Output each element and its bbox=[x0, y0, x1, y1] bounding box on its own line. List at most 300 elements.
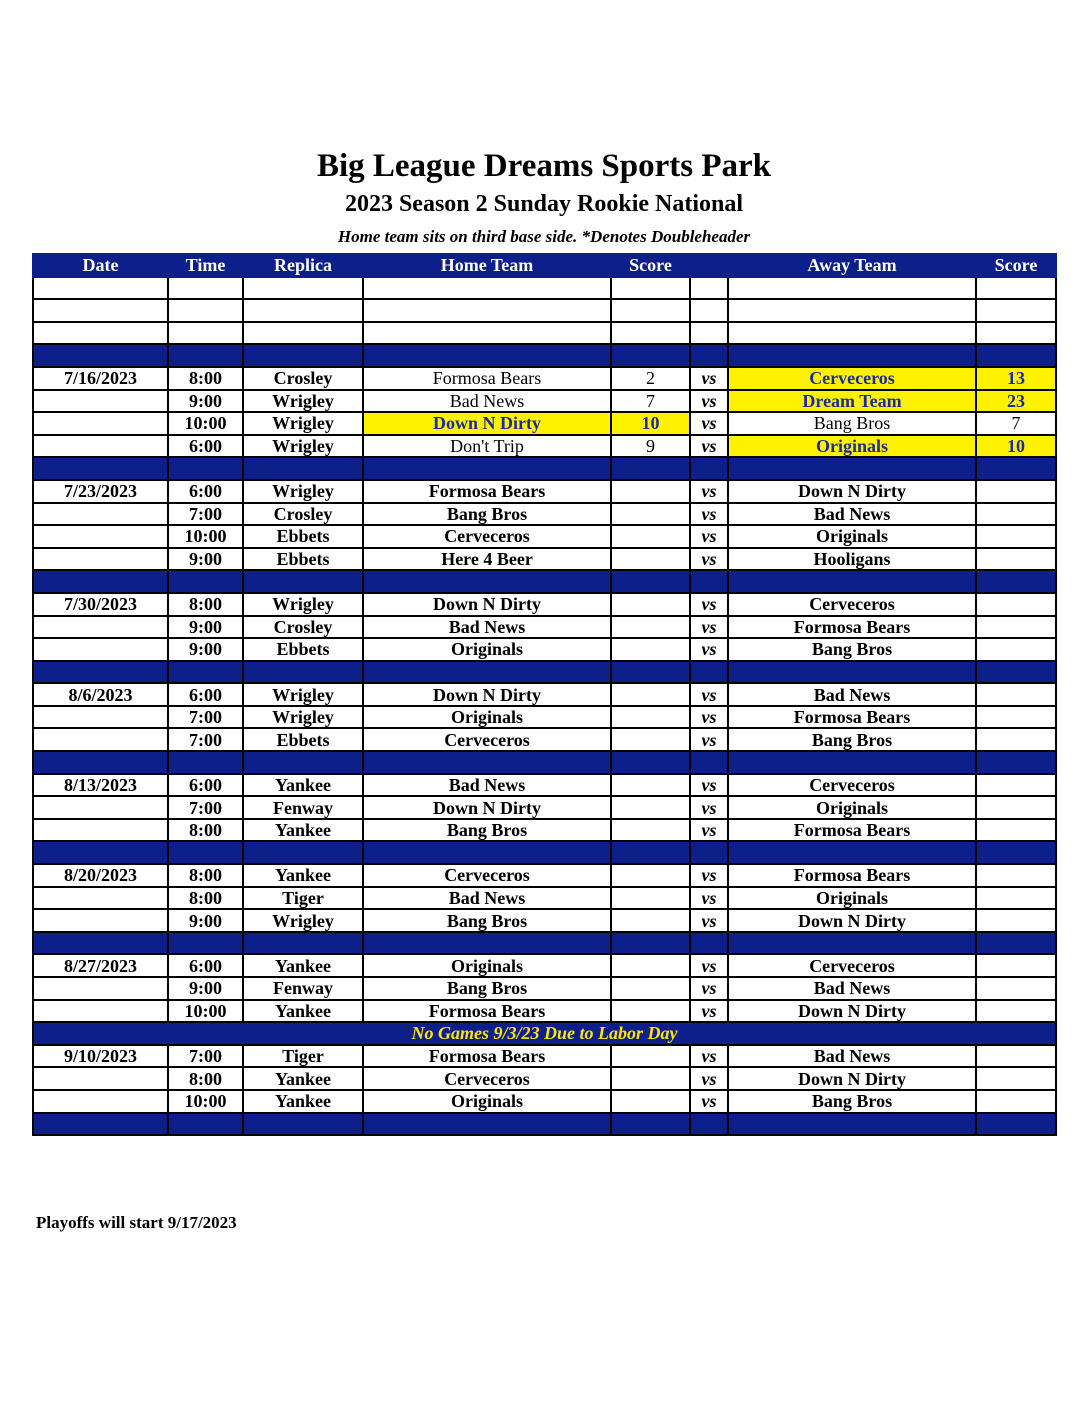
date-cell: 7/23/2023 bbox=[33, 480, 168, 503]
empty-cell bbox=[33, 841, 168, 864]
away-score-cell bbox=[976, 864, 1056, 887]
empty-cell bbox=[363, 751, 611, 774]
home-score-cell bbox=[611, 796, 690, 819]
empty-cell bbox=[363, 344, 611, 367]
home-team-cell: Bad News bbox=[363, 774, 611, 797]
game-row bbox=[33, 435, 1056, 458]
column-header-home-team: Home Team bbox=[363, 254, 611, 277]
empty-cell bbox=[976, 299, 1056, 322]
empty-cell bbox=[611, 1113, 690, 1136]
away-score-cell bbox=[976, 887, 1056, 910]
replica-cell: Ebbets bbox=[243, 728, 363, 751]
empty-cell bbox=[728, 299, 976, 322]
vs-cell: vs bbox=[690, 480, 728, 503]
away-score-cell bbox=[976, 706, 1056, 729]
home-score-cell bbox=[611, 819, 690, 842]
replica-cell: Yankee bbox=[243, 1000, 363, 1023]
time-cell: 8:00 bbox=[168, 887, 243, 910]
home-team-cell: Bad News bbox=[363, 887, 611, 910]
column-header-away-team: Away Team bbox=[728, 254, 976, 277]
empty-cell bbox=[243, 841, 363, 864]
home-score-cell bbox=[611, 954, 690, 977]
game-row bbox=[33, 683, 1056, 706]
vs-cell: vs bbox=[690, 683, 728, 706]
empty-cell bbox=[690, 570, 728, 593]
away-team-cell: Cerveceros bbox=[728, 593, 976, 616]
date-cell: 7/16/2023 bbox=[33, 367, 168, 390]
time-cell: 6:00 bbox=[168, 480, 243, 503]
date-cell bbox=[33, 525, 168, 548]
time-cell: 8:00 bbox=[168, 864, 243, 887]
vs-cell: vs bbox=[690, 977, 728, 1000]
empty-cell bbox=[611, 661, 690, 684]
date-cell: 7/30/2023 bbox=[33, 593, 168, 616]
empty-cell bbox=[728, 457, 976, 480]
week-separator bbox=[33, 570, 1056, 593]
date-cell bbox=[33, 548, 168, 571]
empty-cell bbox=[243, 322, 363, 345]
empty-cell bbox=[690, 299, 728, 322]
empty-cell bbox=[690, 1113, 728, 1136]
replica-cell: Wrigley bbox=[243, 412, 363, 435]
away-team-cell: Cerveceros bbox=[728, 367, 976, 390]
home-team-cell: Bad News bbox=[363, 390, 611, 413]
empty-cell bbox=[33, 457, 168, 480]
vs-cell: vs bbox=[690, 796, 728, 819]
empty-cell bbox=[243, 751, 363, 774]
home-score-cell bbox=[611, 1045, 690, 1068]
home-team-cell: Cerveceros bbox=[363, 728, 611, 751]
time-cell: 6:00 bbox=[168, 683, 243, 706]
notice-row bbox=[33, 1022, 1056, 1045]
time-cell: 8:00 bbox=[168, 1067, 243, 1090]
empty-cell bbox=[976, 457, 1056, 480]
empty-cell bbox=[690, 457, 728, 480]
home-team-cell: Bang Bros bbox=[363, 819, 611, 842]
home-team-cell: Bad News bbox=[363, 616, 611, 639]
empty-cell bbox=[976, 932, 1056, 955]
time-cell: 8:00 bbox=[168, 367, 243, 390]
time-cell: 9:00 bbox=[168, 977, 243, 1000]
time-cell: 7:00 bbox=[168, 706, 243, 729]
empty-cell bbox=[976, 344, 1056, 367]
away-score-cell bbox=[976, 1045, 1056, 1068]
week-separator bbox=[33, 661, 1056, 684]
replica-cell: Tiger bbox=[243, 887, 363, 910]
away-score-cell bbox=[976, 1067, 1056, 1090]
home-team-cell: Formosa Bears bbox=[363, 1045, 611, 1068]
game-row bbox=[33, 909, 1056, 932]
date-cell bbox=[33, 819, 168, 842]
home-team-cell: Formosa Bears bbox=[363, 367, 611, 390]
time-cell: 10:00 bbox=[168, 412, 243, 435]
home-team-cell: Down N Dirty bbox=[363, 593, 611, 616]
replica-cell: Ebbets bbox=[243, 525, 363, 548]
home-team-cell: Formosa Bears bbox=[363, 1000, 611, 1023]
replica-cell: Fenway bbox=[243, 796, 363, 819]
vs-cell: vs bbox=[690, 1000, 728, 1023]
replica-cell: Wrigley bbox=[243, 706, 363, 729]
home-team-cell: Down N Dirty bbox=[363, 683, 611, 706]
home-team-cell: Cerveceros bbox=[363, 864, 611, 887]
empty-cell bbox=[690, 841, 728, 864]
time-cell: 10:00 bbox=[168, 525, 243, 548]
home-score-cell bbox=[611, 593, 690, 616]
empty-cell bbox=[243, 344, 363, 367]
schedule-body bbox=[33, 277, 1056, 1136]
away-team-cell: Bad News bbox=[728, 503, 976, 526]
empty-cell bbox=[33, 277, 168, 300]
vs-cell: vs bbox=[690, 548, 728, 571]
time-cell: 7:00 bbox=[168, 796, 243, 819]
column-header-time: Time bbox=[168, 254, 243, 277]
away-score-cell bbox=[976, 548, 1056, 571]
replica-cell: Yankee bbox=[243, 954, 363, 977]
away-team-cell: Cerveceros bbox=[728, 954, 976, 977]
date-cell bbox=[33, 1000, 168, 1023]
game-row bbox=[33, 480, 1056, 503]
home-team-cell: Here 4 Beer bbox=[363, 548, 611, 571]
time-cell: 10:00 bbox=[168, 1090, 243, 1113]
game-row bbox=[33, 412, 1056, 435]
empty-cell bbox=[690, 277, 728, 300]
game-row bbox=[33, 638, 1056, 661]
time-cell: 6:00 bbox=[168, 435, 243, 458]
empty-cell bbox=[243, 299, 363, 322]
empty-cell bbox=[363, 570, 611, 593]
date-cell bbox=[33, 887, 168, 910]
time-cell: 7:00 bbox=[168, 503, 243, 526]
home-score-cell: 9 bbox=[611, 435, 690, 458]
empty-cell bbox=[33, 299, 168, 322]
week-separator bbox=[33, 1113, 1056, 1136]
date-cell bbox=[33, 1090, 168, 1113]
home-score-cell bbox=[611, 525, 690, 548]
date-cell bbox=[33, 706, 168, 729]
away-team-cell: Bad News bbox=[728, 1045, 976, 1068]
replica-cell: Wrigley bbox=[243, 480, 363, 503]
empty-cell bbox=[168, 1113, 243, 1136]
time-cell: 7:00 bbox=[168, 728, 243, 751]
column-header-replica: Replica bbox=[243, 254, 363, 277]
away-score-cell bbox=[976, 728, 1056, 751]
game-row bbox=[33, 525, 1056, 548]
away-team-cell: Cerveceros bbox=[728, 774, 976, 797]
home-score-cell: 7 bbox=[611, 390, 690, 413]
replica-cell: Crosley bbox=[243, 616, 363, 639]
vs-cell: vs bbox=[690, 954, 728, 977]
vs-cell: vs bbox=[690, 412, 728, 435]
empty-cell bbox=[728, 751, 976, 774]
away-team-cell: Down N Dirty bbox=[728, 909, 976, 932]
home-score-cell: 10 bbox=[611, 412, 690, 435]
game-row bbox=[33, 1000, 1056, 1023]
vs-cell: vs bbox=[690, 593, 728, 616]
time-cell: 9:00 bbox=[168, 909, 243, 932]
date-cell bbox=[33, 435, 168, 458]
replica-cell: Fenway bbox=[243, 977, 363, 1000]
date-cell bbox=[33, 796, 168, 819]
away-score-cell: 13 bbox=[976, 367, 1056, 390]
empty-cell bbox=[611, 932, 690, 955]
replica-cell: Wrigley bbox=[243, 435, 363, 458]
home-score-cell bbox=[611, 1000, 690, 1023]
vs-cell: vs bbox=[690, 367, 728, 390]
replica-cell: Yankee bbox=[243, 819, 363, 842]
away-team-cell: Bad News bbox=[728, 977, 976, 1000]
time-cell: 9:00 bbox=[168, 548, 243, 571]
game-row bbox=[33, 728, 1056, 751]
game-row bbox=[33, 390, 1056, 413]
replica-cell: Crosley bbox=[243, 503, 363, 526]
home-score-cell bbox=[611, 480, 690, 503]
home-team-cell: Don't Trip bbox=[363, 435, 611, 458]
empty-cell bbox=[243, 570, 363, 593]
empty-cell bbox=[168, 322, 243, 345]
away-score-cell bbox=[976, 954, 1056, 977]
away-score-cell: 23 bbox=[976, 390, 1056, 413]
empty-cell bbox=[611, 344, 690, 367]
vs-cell: vs bbox=[690, 435, 728, 458]
empty-cell bbox=[728, 570, 976, 593]
away-score-cell bbox=[976, 525, 1056, 548]
vs-cell: vs bbox=[690, 1067, 728, 1090]
empty-cell bbox=[728, 661, 976, 684]
column-header-vs bbox=[690, 254, 728, 277]
away-score-cell bbox=[976, 503, 1056, 526]
schedule-note: Home team sits on third base side. *Denotes Doubleheader bbox=[337, 227, 751, 246]
time-cell: 10:00 bbox=[168, 1000, 243, 1023]
game-row bbox=[33, 819, 1056, 842]
empty-cell bbox=[976, 570, 1056, 593]
empty-cell bbox=[363, 299, 611, 322]
date-cell bbox=[33, 728, 168, 751]
replica-cell: Crosley bbox=[243, 367, 363, 390]
empty-cell bbox=[728, 322, 976, 345]
away-team-cell: Bad News bbox=[728, 683, 976, 706]
empty-cell bbox=[243, 661, 363, 684]
empty-cell bbox=[611, 277, 690, 300]
vs-cell: vs bbox=[690, 525, 728, 548]
away-score-cell: 10 bbox=[976, 435, 1056, 458]
empty-cell bbox=[33, 570, 168, 593]
home-score-cell: 2 bbox=[611, 367, 690, 390]
empty-cell bbox=[611, 570, 690, 593]
away-score-cell bbox=[976, 480, 1056, 503]
empty-cell bbox=[611, 457, 690, 480]
empty-cell bbox=[168, 661, 243, 684]
empty-cell bbox=[728, 1113, 976, 1136]
empty-cell bbox=[33, 1113, 168, 1136]
date-cell: 8/20/2023 bbox=[33, 864, 168, 887]
away-team-cell: Bang Bros bbox=[728, 412, 976, 435]
empty-cell bbox=[363, 457, 611, 480]
empty-cell bbox=[363, 841, 611, 864]
home-score-cell bbox=[611, 909, 690, 932]
game-row bbox=[33, 1067, 1056, 1090]
empty-cell bbox=[976, 661, 1056, 684]
replica-cell: Ebbets bbox=[243, 638, 363, 661]
away-score-cell bbox=[976, 774, 1056, 797]
away-score-cell: 7 bbox=[976, 412, 1056, 435]
date-cell bbox=[33, 412, 168, 435]
empty-cell bbox=[976, 841, 1056, 864]
game-row bbox=[33, 1045, 1056, 1068]
home-team-cell: Cerveceros bbox=[363, 525, 611, 548]
date-cell bbox=[33, 638, 168, 661]
replica-cell: Wrigley bbox=[243, 593, 363, 616]
home-score-cell bbox=[611, 774, 690, 797]
replica-cell: Wrigley bbox=[243, 909, 363, 932]
playoffs-note: Playoffs will start 9/17/2023 bbox=[36, 1213, 237, 1232]
date-cell: 8/27/2023 bbox=[33, 954, 168, 977]
schedule-table bbox=[32, 253, 1057, 1136]
time-cell: 7:00 bbox=[168, 1045, 243, 1068]
date-cell bbox=[33, 977, 168, 1000]
replica-cell: Yankee bbox=[243, 864, 363, 887]
away-team-cell: Formosa Bears bbox=[728, 706, 976, 729]
away-team-cell: Bang Bros bbox=[728, 1090, 976, 1113]
empty-cell bbox=[33, 661, 168, 684]
date-cell bbox=[33, 616, 168, 639]
empty-cell bbox=[611, 751, 690, 774]
game-row bbox=[33, 593, 1056, 616]
header-row bbox=[33, 254, 1056, 277]
empty-cell bbox=[363, 932, 611, 955]
away-team-cell: Bang Bros bbox=[728, 728, 976, 751]
home-team-cell: Bang Bros bbox=[363, 977, 611, 1000]
vs-cell: vs bbox=[690, 728, 728, 751]
replica-cell: Yankee bbox=[243, 1090, 363, 1113]
vs-cell: vs bbox=[690, 887, 728, 910]
column-header-home-score: Score bbox=[611, 254, 690, 277]
away-team-cell: Down N Dirty bbox=[728, 1000, 976, 1023]
vs-cell: vs bbox=[690, 706, 728, 729]
game-row bbox=[33, 887, 1056, 910]
vs-cell: vs bbox=[690, 1045, 728, 1068]
empty-cell bbox=[363, 322, 611, 345]
home-score-cell bbox=[611, 683, 690, 706]
empty-cell bbox=[976, 277, 1056, 300]
replica-cell: Yankee bbox=[243, 1067, 363, 1090]
home-score-cell bbox=[611, 1090, 690, 1113]
week-separator bbox=[33, 841, 1056, 864]
empty-cell bbox=[33, 751, 168, 774]
labor-day-notice: No Games 9/3/23 Due to Labor Day bbox=[33, 1022, 1056, 1045]
home-score-cell bbox=[611, 1067, 690, 1090]
game-row bbox=[33, 367, 1056, 390]
replica-cell: Wrigley bbox=[243, 683, 363, 706]
away-team-cell: Originals bbox=[728, 796, 976, 819]
column-header-date: Date bbox=[33, 254, 168, 277]
replica-cell: Yankee bbox=[243, 774, 363, 797]
time-cell: 8:00 bbox=[168, 593, 243, 616]
home-team-cell: Formosa Bears bbox=[363, 480, 611, 503]
vs-cell: vs bbox=[690, 390, 728, 413]
date-cell: 8/6/2023 bbox=[33, 683, 168, 706]
home-score-cell bbox=[611, 728, 690, 751]
empty-cell bbox=[611, 841, 690, 864]
away-team-cell: Down N Dirty bbox=[728, 1067, 976, 1090]
empty-cell bbox=[33, 344, 168, 367]
empty-cell bbox=[976, 322, 1056, 345]
away-team-cell: Originals bbox=[728, 525, 976, 548]
home-team-cell: Originals bbox=[363, 954, 611, 977]
away-score-cell bbox=[976, 819, 1056, 842]
away-score-cell bbox=[976, 909, 1056, 932]
home-team-cell: Originals bbox=[363, 638, 611, 661]
time-cell: 9:00 bbox=[168, 390, 243, 413]
home-team-cell: Down N Dirty bbox=[363, 796, 611, 819]
empty-cell bbox=[611, 322, 690, 345]
week-separator bbox=[33, 457, 1056, 480]
date-cell bbox=[33, 909, 168, 932]
home-team-cell: Cerveceros bbox=[363, 1067, 611, 1090]
empty-cell bbox=[243, 457, 363, 480]
vs-cell: vs bbox=[690, 819, 728, 842]
empty-cell bbox=[690, 932, 728, 955]
home-team-cell: Bang Bros bbox=[363, 909, 611, 932]
away-score-cell bbox=[976, 796, 1056, 819]
game-row bbox=[33, 616, 1056, 639]
date-cell bbox=[33, 390, 168, 413]
away-score-cell bbox=[976, 1000, 1056, 1023]
home-team-cell: Originals bbox=[363, 706, 611, 729]
vs-cell: vs bbox=[690, 909, 728, 932]
vs-cell: vs bbox=[690, 503, 728, 526]
away-score-cell bbox=[976, 638, 1056, 661]
away-score-cell bbox=[976, 1090, 1056, 1113]
away-team-cell: Bang Bros bbox=[728, 638, 976, 661]
empty-cell bbox=[728, 932, 976, 955]
empty-cell bbox=[33, 932, 168, 955]
empty-cell bbox=[168, 277, 243, 300]
home-score-cell bbox=[611, 706, 690, 729]
empty-cell bbox=[168, 570, 243, 593]
home-score-cell bbox=[611, 548, 690, 571]
empty-cell bbox=[690, 322, 728, 345]
empty-cell bbox=[243, 932, 363, 955]
home-score-cell bbox=[611, 638, 690, 661]
blank-row bbox=[33, 299, 1056, 322]
blank-row bbox=[33, 322, 1056, 345]
vs-cell: vs bbox=[690, 638, 728, 661]
empty-cell bbox=[363, 661, 611, 684]
page-title: Big League Dreams Sports Park bbox=[316, 148, 772, 184]
replica-cell: Wrigley bbox=[243, 390, 363, 413]
game-row bbox=[33, 796, 1056, 819]
home-score-cell bbox=[611, 616, 690, 639]
vs-cell: vs bbox=[690, 864, 728, 887]
empty-cell bbox=[690, 344, 728, 367]
empty-cell bbox=[168, 932, 243, 955]
empty-cell bbox=[728, 344, 976, 367]
page-subtitle: 2023 Season 2 Sunday Rookie National bbox=[344, 191, 744, 217]
time-cell: 6:00 bbox=[168, 954, 243, 977]
empty-cell bbox=[168, 841, 243, 864]
time-cell: 9:00 bbox=[168, 638, 243, 661]
away-team-cell: Formosa Bears bbox=[728, 616, 976, 639]
date-cell: 9/10/2023 bbox=[33, 1045, 168, 1068]
away-team-cell: Down N Dirty bbox=[728, 480, 976, 503]
time-cell: 8:00 bbox=[168, 819, 243, 842]
vs-cell: vs bbox=[690, 616, 728, 639]
blank-row bbox=[33, 277, 1056, 300]
away-team-cell: Hooligans bbox=[728, 548, 976, 571]
empty-cell bbox=[33, 322, 168, 345]
empty-cell bbox=[168, 344, 243, 367]
empty-cell bbox=[363, 277, 611, 300]
